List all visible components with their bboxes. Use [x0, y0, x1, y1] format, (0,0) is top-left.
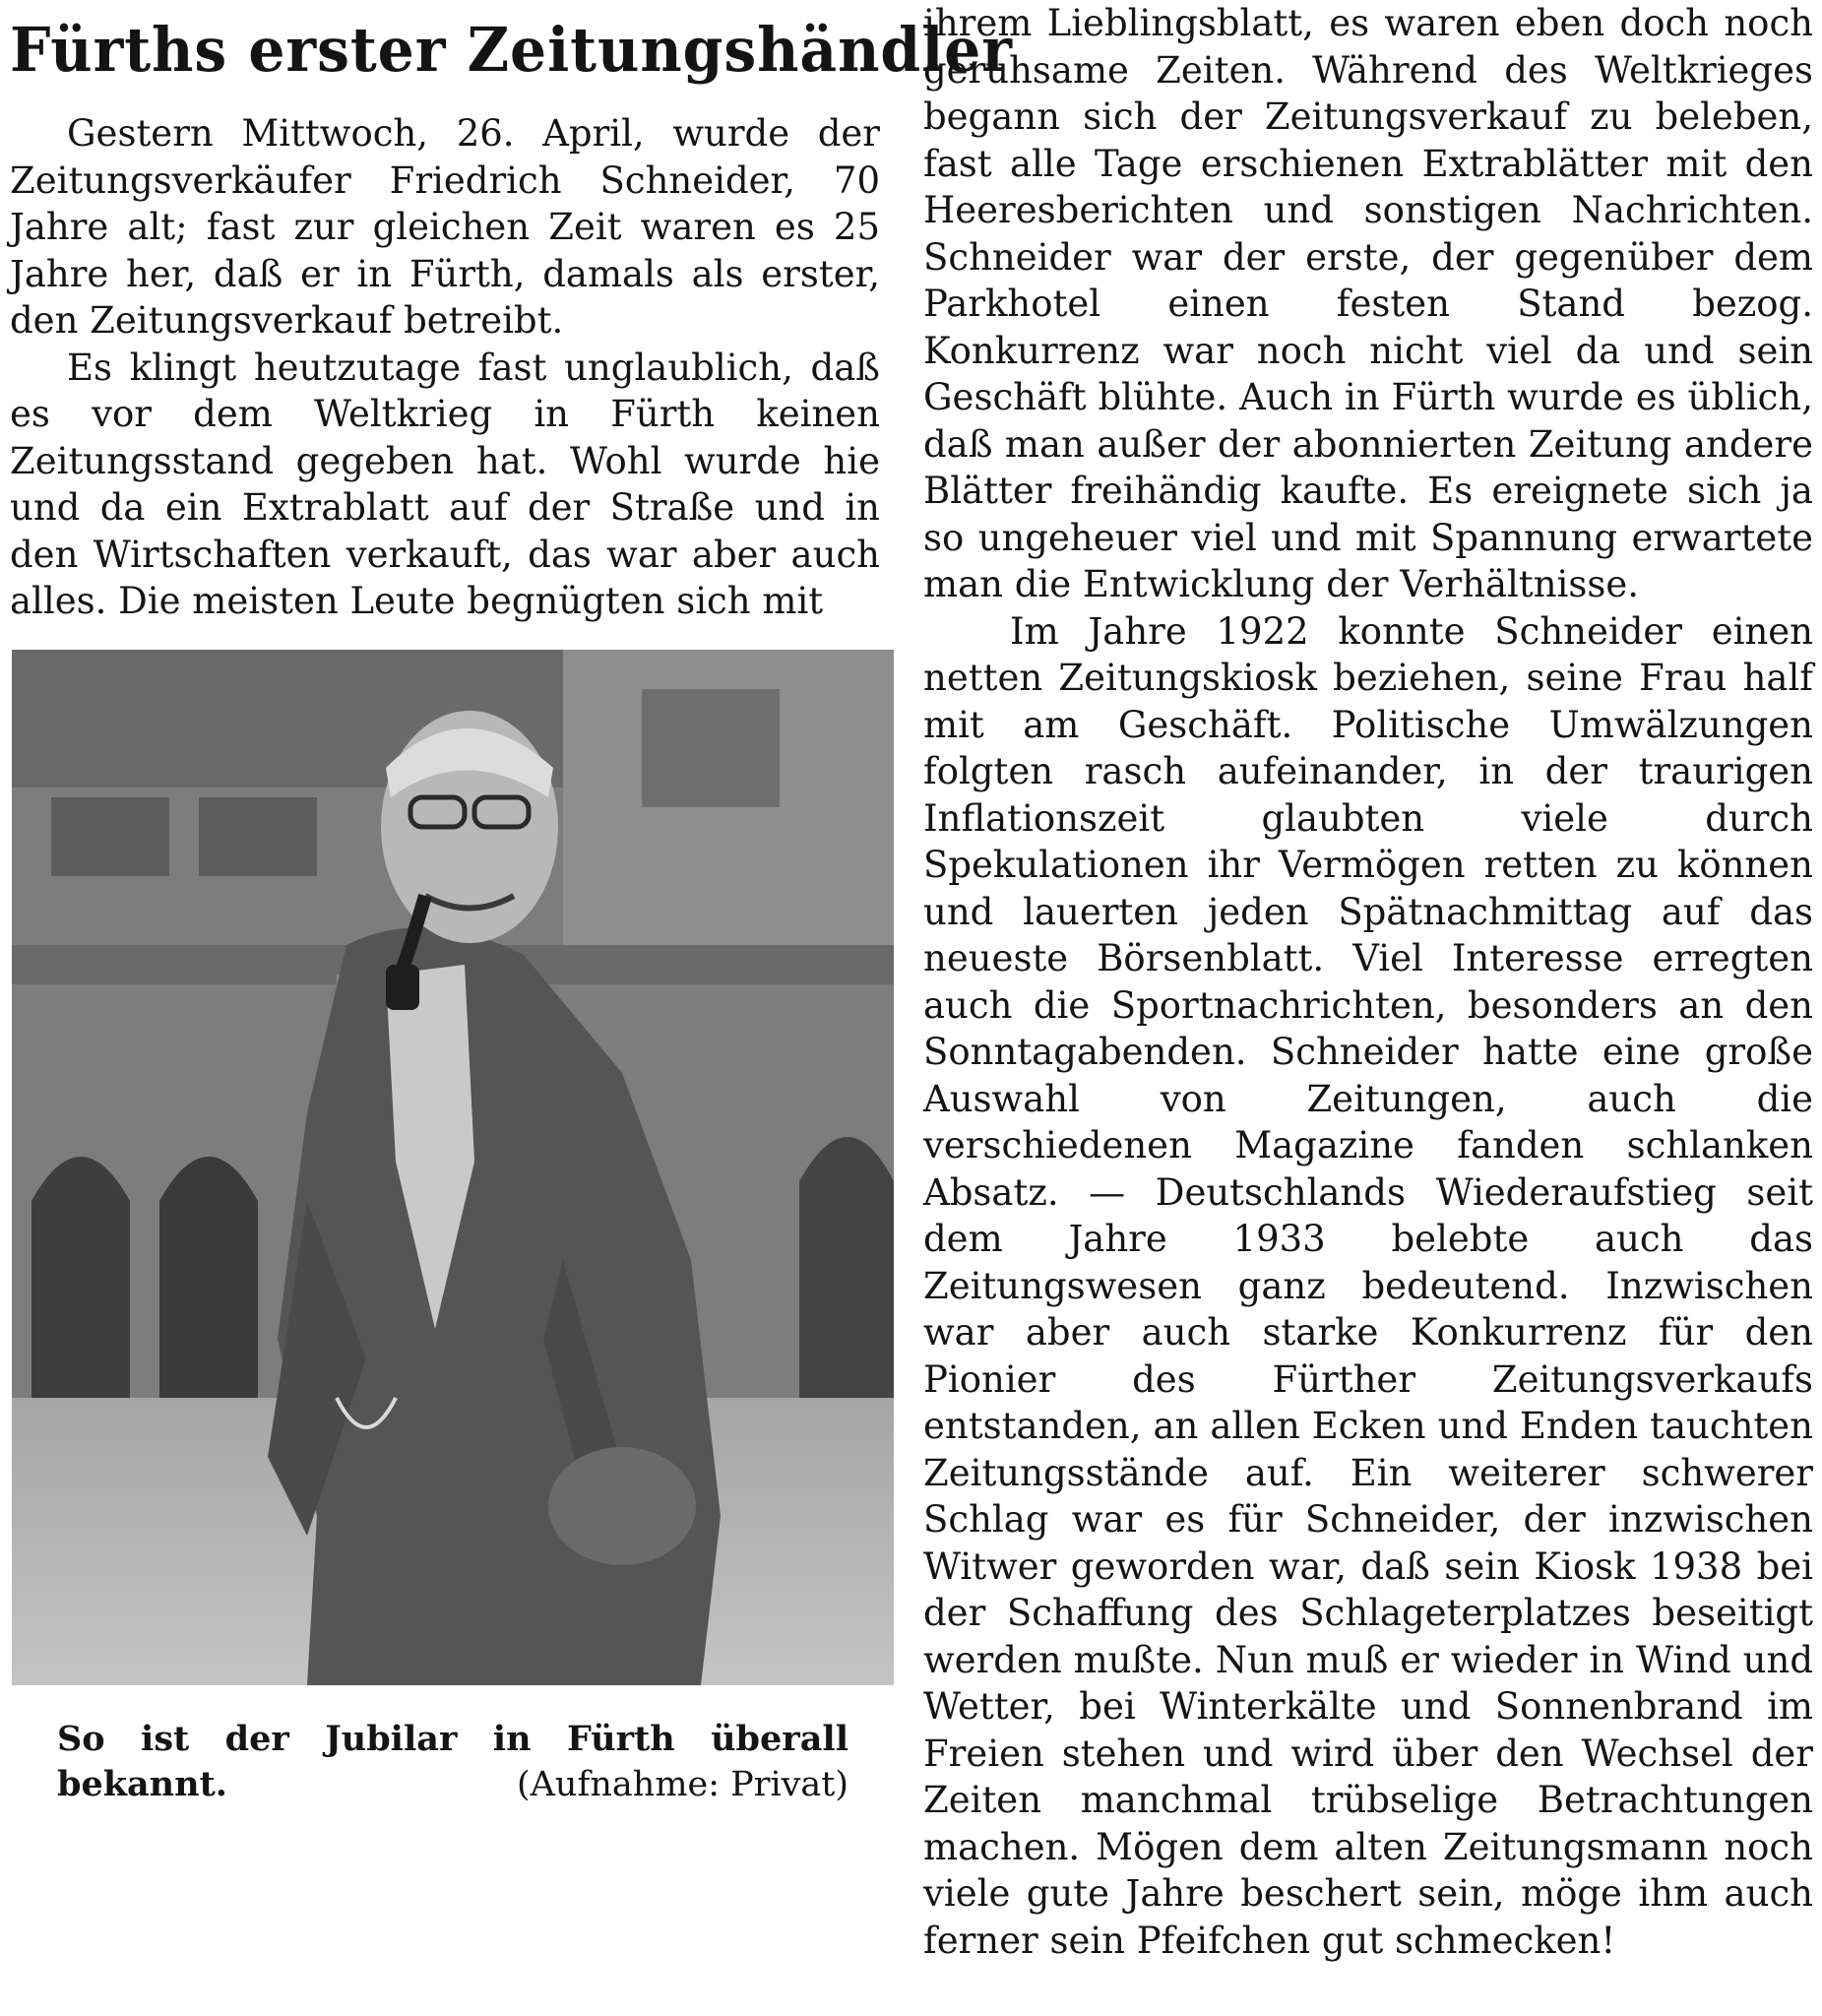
- caption-line-2-text: bekannt.: [57, 1764, 227, 1804]
- portrait-photo-graphic: [12, 650, 894, 1685]
- portrait-photo: [12, 650, 894, 1685]
- article-paragraph-4: Im Jahre 1922 konnte Schneider einen netten Zeitungskiosk beziehen, seine Frau half mit am Geschäft. Politische Umwälzungen folgten rasch aufeinander, in der traurigen Inflationszeit glaubten viele durch Spekulationen ihr Vermögen retten zu können und lauerten jeden Spätnachmittag auf das neueste Börsenblatt. Viel Interesse erregten auch die Sportnachrichten, besonders an den Sonntagabenden. Schneider hatte eine große Auswahl von Zeitungen, auch die verschiedenen Magazine fanden schlanken Absatz. — Deutschlands Wiederaufstieg seit dem Jahre 1933 belebte auch das Zeitungswesen ganz bedeutend. Inzwischen war aber auch starke Konkurrenz für den Pionier des Fürther Zeitungsverkaufs entstanden, an allen Ecken und Enden tauchten Zeitungsstände auf. Ein weiterer schwerer Schlag war es für Schneider, der inzwischen Witwer geworden war, daß sein Kiosk 1938 bei der Schaffung des Schlageterplatzes beseitigt werden mußte. Nun muß er wieder in Wind und Wetter, bei Winterkälte und Sonnenbrand im Freien stehen und wird über den Wechsel der Zeiten manchmal trübselige Betrachtungen machen. Mögen dem alten Zeitungsmann noch viele gute Jahre beschert sein, möge ihm auch ferner sein Pfeifchen gut schmecken!: [923, 609, 1813, 1962]
- article-paragraph-3: ihrem Lieblingsblatt, es waren eben doch noch geruhsame Zeiten. Während des Weltkrieges begann sich der Zeitungsverkauf zu beleben, fast alle Tage erschienen Extrablätter mit den Heeresberichten und sonstigen Nachrichten. Schneider war der erste, der gegenüber dem Parkhotel einen festen Stand bezog. Konkurrenz war noch nicht viel da und sein Geschäft blühte. Auch in Fürth wurde es üblich, daß man außer der abonnierten Zeitung andere Blätter freihändig kaufte. Es ereignete sich ja so ungeheuer viel und mit Spannung erwartete man die Entwicklung der Verhältnisse.: [923, 2, 1813, 605]
- left-column: [10, 0, 1013, 625]
- right-column: [923, 0, 1813, 1964]
- caption-line-1: So ist der Jubilar in Fürth überall: [57, 1719, 848, 1759]
- photo-caption: [57, 1717, 848, 1807]
- photo-credit: (Aufnahme: Privat): [516, 1765, 848, 1804]
- caption-line-2: [57, 1762, 848, 1807]
- article-paragraph-1: Gestern Mittwoch, 26. April, wurde der Zeitungsverkäufer Friedrich Schneider, 70 Jahre alt; fast zur gleichen Zeit waren es 25 Jahre her, daß er in Fürth, damals als erster, den Zeitungsverkauf betreibt.: [10, 112, 880, 342]
- article-headline: Fürths erster Zeitungshändler: [10, 14, 1013, 86]
- article-paragraph-2: Es klingt heutzutage fast unglaublich, daß es vor dem Weltkrieg in Fürth keinen Zeitungsstand gegeben hat. Wohl wurde hie und da ein Extrablatt auf der Straße und in den Wirtschaften verkauft, das war aber auch alles. Die meisten Leute begnügten sich mit: [10, 346, 880, 622]
